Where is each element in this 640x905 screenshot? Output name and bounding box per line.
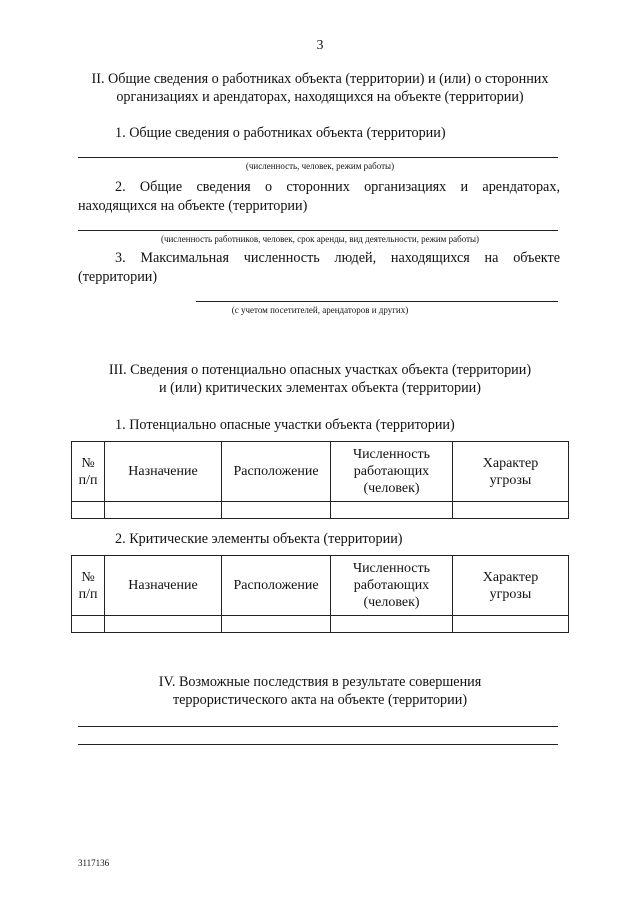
section2-item1: [78, 124, 560, 143]
section4-title-line2: террористического акта на объекте (территории): [172, 692, 468, 708]
page-number: 3: [316, 38, 324, 53]
section2-item1-text: 1. Общие сведения о работниках объекта (территории): [115, 125, 446, 141]
table-cell[interactable]: [72, 502, 105, 519]
header-threat: Характер угрозы: [453, 556, 569, 616]
header-location: Расположение: [222, 556, 331, 616]
header-count: Численность работающих (человек): [331, 556, 453, 616]
section3-sub1: [78, 416, 560, 435]
header-count: Численность работающих (человек): [331, 442, 453, 502]
section3-sub2: [78, 530, 560, 549]
header-num: № п/п: [72, 556, 105, 616]
section4-fill-line-1[interactable]: [78, 726, 558, 727]
table-header-row: [72, 442, 569, 502]
section4-title-line1: IV. Возможные последствия в результате совершения: [158, 674, 482, 690]
table-cell[interactable]: [331, 616, 453, 633]
section3-title: [0, 361, 640, 397]
section2-item2: [78, 178, 560, 197]
item1-fill-line[interactable]: [78, 157, 558, 158]
section2-item2-text-line1: 2. Общие сведения о сторонних организациях и арендаторах,: [115, 179, 560, 195]
section3-title-line2: и (или) критических элементах объекта (территории): [159, 380, 481, 396]
section2-item3-text-line1: 3. Максимальная численность людей, находящихся на объекте: [115, 250, 560, 266]
section3-sub2-text: 2. Критические элементы объекта (территории): [115, 531, 403, 547]
critical-elements-table: [71, 555, 569, 633]
section2-item2-cont: находящихся на объекте (территории): [78, 198, 308, 214]
section4-title: [0, 673, 640, 709]
table-cell[interactable]: [453, 616, 569, 633]
section4-fill-line-2[interactable]: [78, 744, 558, 745]
item2-fill-line[interactable]: [78, 230, 558, 231]
header-num: № п/п: [72, 442, 105, 502]
document-id: 3117136: [78, 858, 110, 868]
table-cell[interactable]: [453, 502, 569, 519]
section2-item3: [78, 249, 560, 268]
header-purpose: Назначение: [105, 442, 222, 502]
header-purpose: Назначение: [105, 556, 222, 616]
hazard-areas-table: [71, 441, 569, 519]
table-cell[interactable]: [72, 616, 105, 633]
header-threat: Характер угрозы: [453, 442, 569, 502]
table-row: [72, 616, 569, 633]
table-cell[interactable]: [105, 616, 222, 633]
item3-caption: (с учетом посетителей, арендаторов и других): [231, 305, 409, 315]
table-row: [72, 502, 569, 519]
section2-title-line1: II. Общие сведения о работниках объекта (территории) и (или) о сторонних: [91, 71, 549, 87]
section2-title: [0, 70, 640, 106]
table-cell[interactable]: [222, 502, 331, 519]
table-cell[interactable]: [331, 502, 453, 519]
section2-title-line2: организациях и арендаторах, находящихся на объекте (территории): [116, 89, 524, 105]
item2-caption: (численность работников, человек, срок аренды, вид деятельности, режим работы): [160, 234, 480, 244]
header-location: Расположение: [222, 442, 331, 502]
section2-item3-cont: (территории): [78, 269, 158, 285]
item1-caption: (численность, человек, режим работы): [245, 161, 395, 171]
table-cell[interactable]: [222, 616, 331, 633]
table-header-row: [72, 556, 569, 616]
section3-title-line1: III. Сведения о потенциально опасных участках объекта (территории): [108, 362, 532, 378]
section3-sub1-text: 1. Потенциально опасные участки объекта (территории): [115, 417, 455, 433]
item3-fill-line[interactable]: [196, 301, 558, 302]
table-cell[interactable]: [105, 502, 222, 519]
